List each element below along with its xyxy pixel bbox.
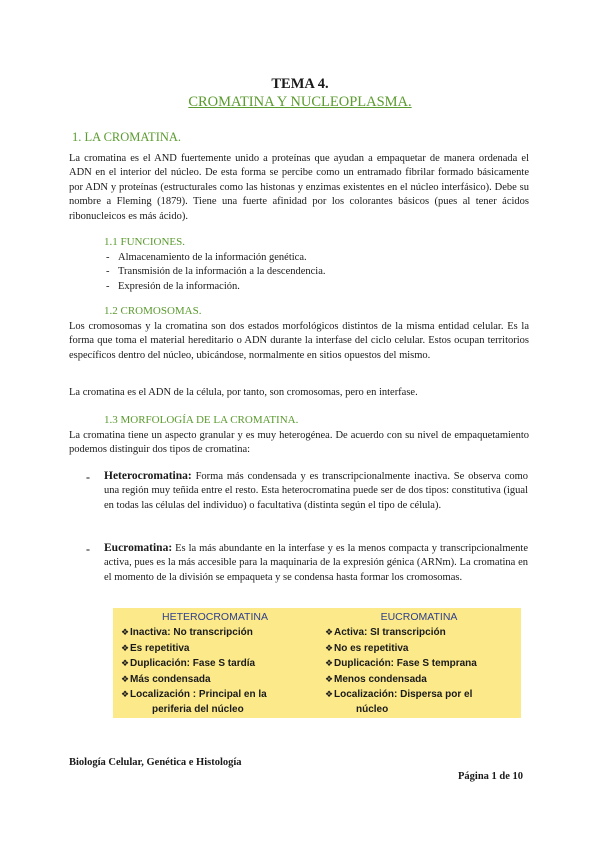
section-heading-cromatina: 1. LA CROMATINA. <box>72 130 182 144</box>
cromosomas-paragraph: Los cromosomas y la cromatina son dos estados morfológicos distintos de la misma entidad celular. Es la forma que toma el material hereditario o ADN durante la interfase del ciclo celular. Estos ocupan territorios específicos dentro del núcleo, ubicándose, normalmente en sitios opuestos del mismo. <box>69 321 529 361</box>
eucromatina-item <box>104 541 528 585</box>
diamond-bullet-icon: ❖ <box>325 658 334 669</box>
box-item-continuation: periferia del núcleo <box>152 703 244 715</box>
diamond-bullet-icon: ❖ <box>325 627 334 637</box>
box-item: ❖Activa: SI transcripción <box>325 627 446 638</box>
heterocromatina-text: Forma más condensada y es transcripcionalmente inactiva. Se observa como una región muy teñida entre el resto. Esta heterocromatina puede ser de dos tipos: constitutiva (igual en todas las células del individuo) o facultativa (distinta según el tipo de célula). <box>104 471 528 511</box>
eucromatina-term: Eucromatina: <box>104 542 173 554</box>
box-item: ❖Más condensada <box>121 673 211 685</box>
diamond-bullet-icon: ❖ <box>325 689 334 700</box>
diamond-bullet-icon: ❖ <box>325 642 334 653</box>
box-item: ❖Inactiva: No transcripción <box>121 627 253 638</box>
box-item: ❖Duplicación: Fase S tardía <box>121 658 256 670</box>
heterocromatina-item <box>104 469 528 513</box>
box-item: ❖Duplicación: Fase S temprana <box>325 658 477 670</box>
diamond-bullet-icon: ❖ <box>121 642 130 653</box>
diamond-bullet-icon: ❖ <box>121 627 130 637</box>
box-item-continuation: núcleo <box>356 703 389 715</box>
dash-bullet: - <box>86 470 90 484</box>
box-title: HETEROCROMATINA <box>162 611 268 623</box>
diamond-bullet-icon: ❖ <box>325 673 334 684</box>
cromatina-paragraph: La cromatina es el AND fuertemente unido a proteínas que ayudan a empaquetar de manera ordenada el ADN en el interior del núcleo. De esta forma se percibe como un entramado fibrilar formado básicamente por ADN y proteínas (estructurales como las histonas y enzimas existentes en el núcleo interfásico). Debe su nombre a Fleming (1879). Tiene una fuerte afinidad por los colorantes básicos (pues al tener ácidos ribonucleicos es más ácido). <box>69 153 529 222</box>
list-item: - Transmisión de la información a la descendencia. <box>118 265 326 279</box>
box-title: EUCROMATINA <box>380 611 458 623</box>
eucromatina-summary-box <box>317 608 521 718</box>
heterocromatina-summary-box <box>113 608 317 718</box>
heterocromatina-term: Heterocromatina: <box>104 470 192 482</box>
funciones-list <box>118 251 326 294</box>
eucromatina-text: Es la más abundante en la interfase y es la menos compacta y transcripcionalmente activa, pues es la más accesible para la maquinaria de la expresión génica (ARNm). La cromatina en el momento de la división se empaqueta y se condensa hasta formar los cromosomas. <box>104 543 528 583</box>
box-item: ❖Menos condensada <box>325 673 427 685</box>
page-subtitle: CROMATINA Y NUCLEOPLASMA. <box>188 94 412 110</box>
section-heading-morfologia: 1.3 MORFOLOGÍA DE LA CROMATINA. <box>104 414 299 426</box>
section-heading-funciones: 1.1 FUNCIONES. <box>104 236 185 248</box>
box-item: ❖Es repetitiva <box>121 642 190 654</box>
section-heading-cromosomas: 1.2 CROMOSOMAS. <box>104 305 202 317</box>
diamond-bullet-icon: ❖ <box>121 673 130 684</box>
list-item: - Expresión de la información. <box>118 280 326 294</box>
dash-bullet: - <box>86 542 90 556</box>
diamond-bullet-icon: ❖ <box>121 658 130 669</box>
footer-course: Biología Celular, Genética e Histología <box>69 757 242 768</box>
list-item: - Almacenamiento de la información genética. <box>118 251 326 265</box>
cromosomas-paragraph-2: La cromatina es el ADN de la célula, por tanto, son cromosomas, pero en interfase. <box>69 387 418 398</box>
tema-title: TEMA 4. <box>271 76 329 92</box>
box-item: ❖Localización : Principal en la periferia del núcleo <box>121 687 317 717</box>
box-item: ❖No es repetitiva <box>325 642 409 654</box>
footer-page-number: Página 1 de 10 <box>458 771 524 782</box>
diamond-bullet-icon: ❖ <box>121 689 130 700</box>
morfologia-paragraph: La cromatina tiene un aspecto granular y es muy heterogénea. De acuerdo con su nivel de empaquetamiento podemos distinguir dos tipos de cromatina: <box>69 430 529 456</box>
box-item: ❖Localización: Dispersa por el núcleo <box>325 687 521 717</box>
